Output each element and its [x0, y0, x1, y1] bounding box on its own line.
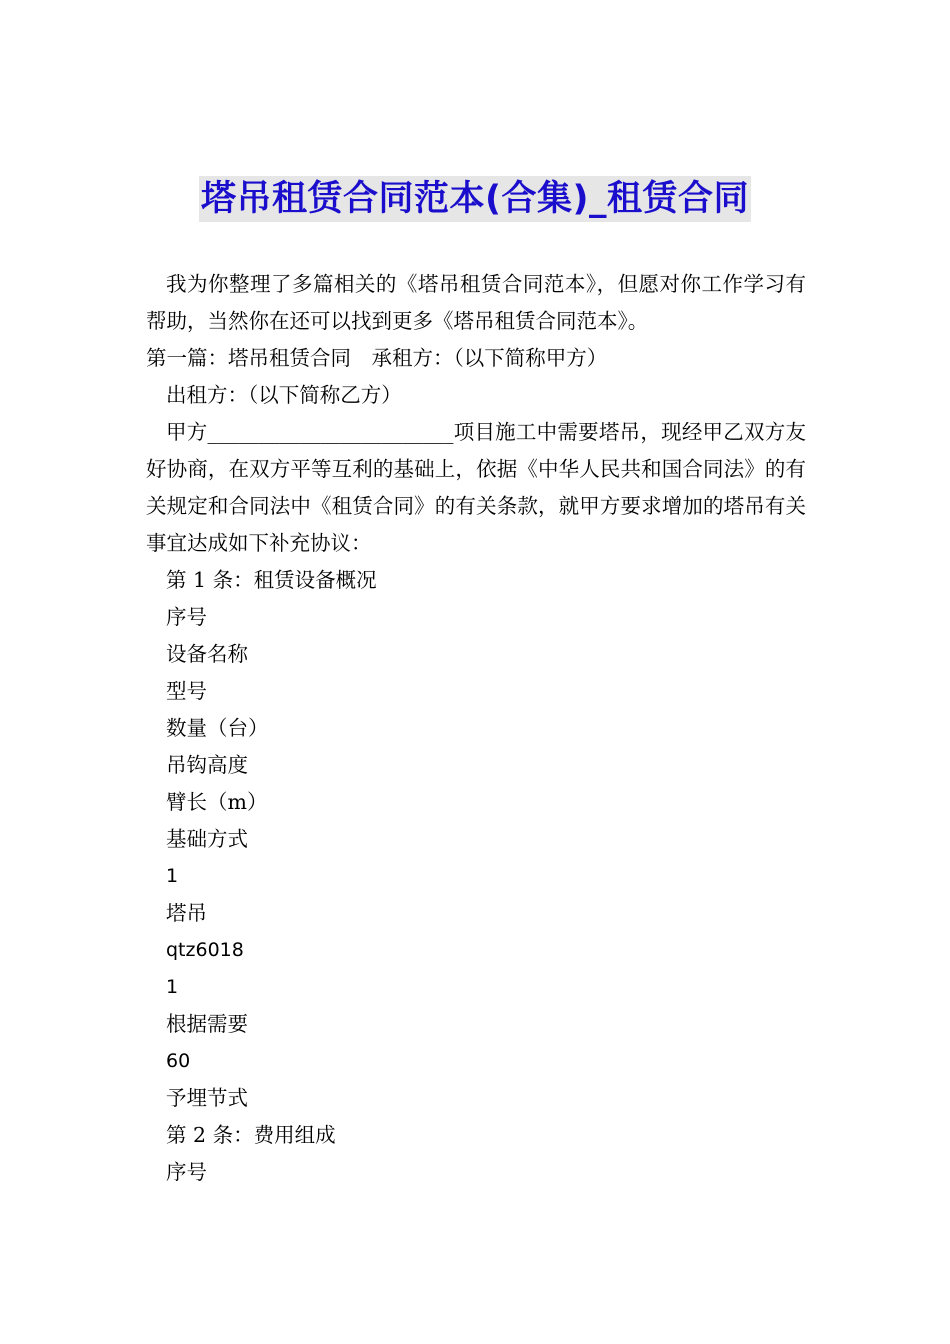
- article2-heading: 第 2 条：费用组成: [166, 1123, 336, 1147]
- table1-header-cell: 设备名称: [166, 642, 248, 666]
- table1-row-cell: 1: [166, 976, 179, 998]
- table1-header-cell: 臂长（m）: [166, 790, 268, 814]
- first-part-line: 第一篇：塔吊租赁合同 承租方：（以下简称甲方）: [146, 346, 608, 370]
- table1-header-cell: 型号: [166, 679, 207, 703]
- document-body: [146, 266, 806, 1191]
- document-title: 塔吊租赁合同范本(合集)_租赁合同: [199, 176, 751, 222]
- table1-header-cell: 序号: [166, 605, 207, 629]
- lessor-line: 出租方：（以下简称乙方）: [166, 383, 402, 407]
- table1-row-cell: 60: [166, 1050, 191, 1072]
- table1-row-cell: 塔吊: [166, 901, 207, 925]
- table1-row-cell: 1: [166, 865, 179, 887]
- article1-heading: 第 1 条：租赁设备概况: [166, 568, 377, 592]
- table1-header-cell: 数量（台）: [166, 716, 269, 740]
- title-container: [0, 176, 950, 222]
- table1-header-cell: 吊钩高度: [166, 753, 248, 777]
- table1-row-cell: 根据需要: [166, 1012, 248, 1036]
- table1-row-cell: qtz6018: [166, 939, 244, 961]
- table2-header-cell: 序号: [166, 1160, 207, 1184]
- intro-paragraph: 我为你整理了多篇相关的《塔吊租赁合同范本》，但愿对你工作学习有帮助，当然你在还可以找到更多《塔吊租赁合同范本》。: [146, 272, 806, 333]
- party-a-paragraph: 甲方________________________项目施工中需要塔吊，现经甲乙双方友好协商，在双方平等互利的基础上，依据《中华人民共和国合同法》的有关规定和合同法中《租赁合同》的有关条款，就甲方要求增加的塔吊有关事宜达成如下补充协议：: [146, 420, 806, 555]
- table1-row-cell: 予埋节式: [166, 1086, 248, 1110]
- table1-header-cell: 基础方式: [166, 827, 248, 851]
